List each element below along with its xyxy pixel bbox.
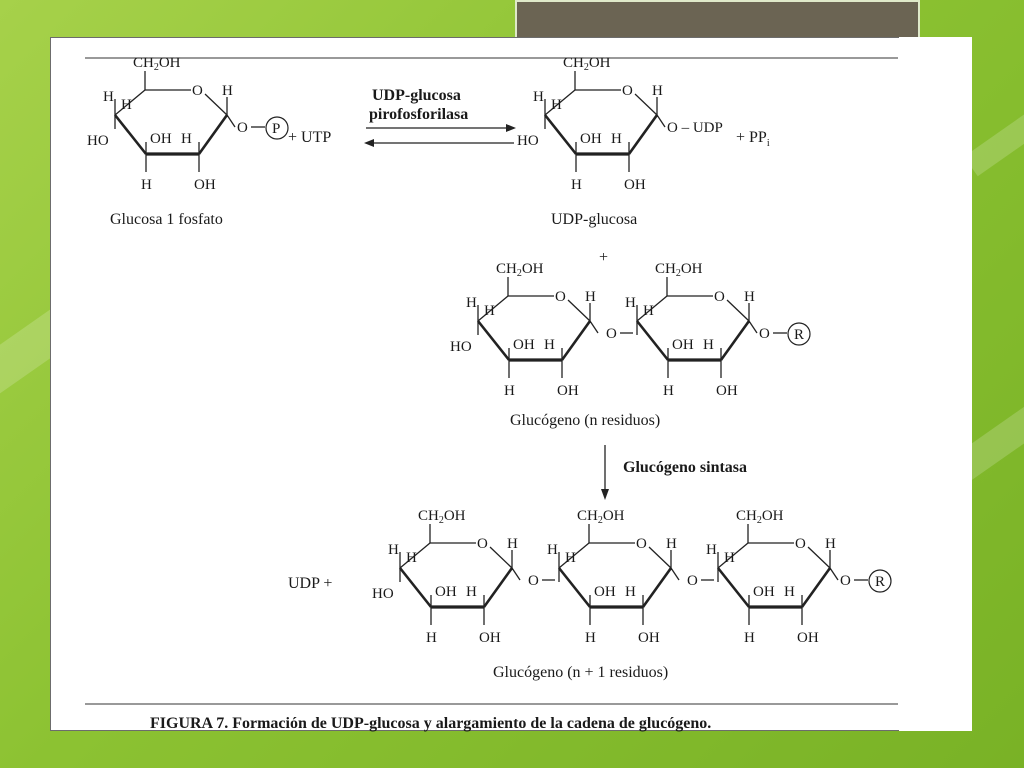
ho-label: HO	[372, 586, 394, 602]
oh-label: OH	[194, 177, 216, 193]
bold-bond-line	[559, 568, 590, 607]
glycosidic-oxygen-label: O	[687, 573, 698, 589]
udp-plus-label: UDP +	[288, 575, 333, 592]
bond-line	[512, 568, 520, 580]
bold-bond-line	[545, 115, 576, 154]
bold-bond-line	[115, 115, 146, 154]
r-group-label: R	[794, 327, 805, 343]
h-label: H	[388, 542, 399, 558]
h-label: H	[744, 289, 755, 305]
ppi-subscript: i	[766, 138, 770, 149]
bond-line	[657, 115, 665, 127]
glucose-ring	[517, 55, 665, 193]
h-label: H	[666, 536, 677, 552]
h-label: H	[744, 630, 755, 646]
h-label: H	[544, 337, 555, 353]
oh-label: OH	[435, 584, 457, 600]
glucose-ring	[547, 508, 679, 646]
oh-label: OH	[594, 584, 616, 600]
h-label: H	[571, 177, 582, 193]
h-label: H	[825, 536, 836, 552]
h-label: H	[547, 542, 558, 558]
oh-label: OH	[716, 383, 738, 399]
glycosidic-oxygen-label: O	[606, 326, 617, 342]
udp-glucose-label: UDP-glucosa	[551, 211, 638, 228]
oh-label: OH	[672, 337, 694, 353]
ring-oxygen-label: O	[714, 289, 725, 305]
ho-label: HO	[450, 339, 472, 355]
bold-bond-line	[400, 568, 431, 607]
glycogen-n-label: Glucógeno (n residuos)	[510, 412, 661, 429]
glucose-ring	[450, 261, 598, 399]
glycosidic-oxygen-label: O	[840, 573, 851, 589]
oh-label: OH	[580, 131, 602, 147]
ch2oh-label: $CH_2OH$	[133, 55, 181, 73]
reverse-arrow-head	[364, 139, 374, 147]
bold-bond-line	[484, 568, 512, 607]
ho-label: HO	[87, 133, 109, 149]
figure-caption: FIGURA 7. Formación de UDP-glucosa y alargamiento de la cadena de glucógeno.	[150, 715, 712, 732]
bold-bond-line	[637, 321, 668, 360]
oh-label: OH	[557, 383, 579, 399]
ring-oxygen-label: O	[477, 536, 488, 552]
h-label: H	[643, 303, 654, 319]
ring-oxygen-label: O	[555, 289, 566, 305]
oh-label: OH	[797, 630, 819, 646]
ring-oxygen-label: O	[622, 83, 633, 99]
glucose-1-phosphate-label: Glucosa 1 fosfato	[110, 211, 223, 228]
h-label: H	[121, 97, 132, 113]
glucose-ring	[87, 55, 235, 193]
h-label: H	[426, 630, 437, 646]
plus-ppi-label	[736, 129, 770, 149]
phosphate-label: P	[272, 121, 281, 137]
bold-bond-line	[629, 115, 657, 154]
glycogen-synthase-label: Glucógeno sintasa	[623, 459, 748, 476]
enzyme-label-udp-glucose-pyrophosphorylase-line2: pirofosforilasa	[369, 106, 469, 123]
h-label: H	[784, 584, 795, 600]
h-label: H	[551, 97, 562, 113]
bond-line	[749, 321, 757, 333]
ch2oh-label: $CH_2OH$	[655, 261, 703, 279]
h-label: H	[652, 83, 663, 99]
h-label: H	[585, 630, 596, 646]
h-label: H	[724, 550, 735, 566]
ch2oh-label: $CH_2OH$	[736, 508, 784, 526]
r-group-label: R	[875, 574, 886, 590]
ring-oxygen-label: O	[636, 536, 647, 552]
oh-label: OH	[513, 337, 535, 353]
ring-oxygen-label: O	[795, 536, 806, 552]
h-label: H	[466, 584, 477, 600]
ch2oh-label: $CH_2OH$	[563, 55, 611, 73]
bond-line	[671, 568, 679, 580]
glycosidic-oxygen-label: O	[759, 326, 770, 342]
h-label: H	[533, 89, 544, 105]
oh-label: OH	[150, 131, 172, 147]
oh-label: OH	[479, 630, 501, 646]
h-label: H	[625, 584, 636, 600]
forward-arrow-head	[506, 124, 516, 132]
h-label: H	[625, 295, 636, 311]
h-label: H	[466, 295, 477, 311]
glucose-ring	[372, 508, 520, 646]
h-label: H	[703, 337, 714, 353]
plus-ppi-text: + PP	[736, 129, 767, 146]
h-label: H	[504, 383, 515, 399]
glycosidic-oxygen-label: O	[237, 120, 248, 136]
glycosidic-oxygen-label: O	[528, 573, 539, 589]
ring-oxygen-label: O	[192, 83, 203, 99]
h-label: H	[507, 536, 518, 552]
h-label: H	[406, 550, 417, 566]
glycogen-n-plus-1-label: Glucógeno (n + 1 residuos)	[493, 664, 669, 681]
h-label: H	[611, 131, 622, 147]
enzyme-label-udp-glucose-pyrophosphorylase-line1: UDP-glucosa	[372, 87, 461, 104]
bold-bond-line	[802, 568, 830, 607]
h-label: H	[181, 131, 192, 147]
bond-line	[830, 568, 838, 580]
bold-bond-line	[478, 321, 509, 360]
plus-sign: +	[599, 249, 609, 266]
oh-label: OH	[624, 177, 646, 193]
o-udp-label: O – UDP	[667, 120, 723, 136]
ho-label: HO	[517, 133, 539, 149]
h-label: H	[585, 289, 596, 305]
bold-bond-line	[718, 568, 749, 607]
glucose-ring	[706, 508, 838, 646]
ch2oh-label: $CH_2OH$	[496, 261, 544, 279]
glycogen-synthase-arrow-head	[601, 489, 609, 500]
oh-label: OH	[638, 630, 660, 646]
h-label: H	[103, 89, 114, 105]
bold-bond-line	[199, 115, 227, 154]
h-label: H	[222, 83, 233, 99]
bold-bond-line	[643, 568, 671, 607]
ch2oh-label: $CH_2OH$	[577, 508, 625, 526]
oh-label: OH	[753, 584, 775, 600]
bold-bond-line	[721, 321, 749, 360]
glucose-ring	[625, 261, 757, 399]
h-label: H	[141, 177, 152, 193]
h-label: H	[565, 550, 576, 566]
h-label: H	[484, 303, 495, 319]
bold-bond-line	[562, 321, 590, 360]
h-label: H	[706, 542, 717, 558]
h-label: H	[663, 383, 674, 399]
bond-line	[590, 321, 598, 333]
ch2oh-label: $CH_2OH$	[418, 508, 466, 526]
bond-line	[227, 115, 235, 127]
plus-utp-label: + UTP	[288, 129, 332, 146]
